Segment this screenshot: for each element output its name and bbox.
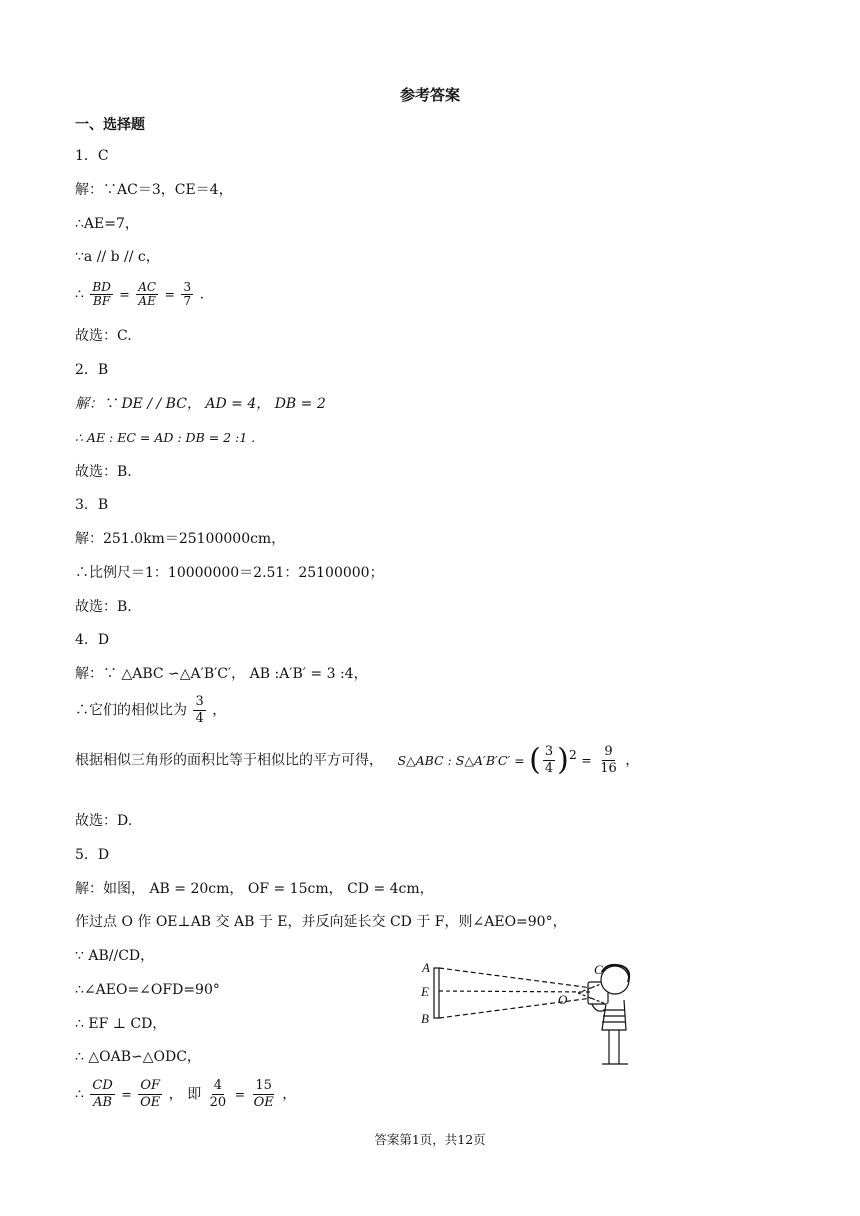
inner-line-bottom bbox=[578, 993, 606, 1004]
page-footer: 答案第1页，共12页 bbox=[374, 1132, 486, 1147]
label-b: B bbox=[421, 1011, 429, 1026]
q3-choice: 故选：B. bbox=[75, 599, 132, 615]
period: . bbox=[199, 286, 205, 303]
q1-line3: ∵a // b // c， bbox=[75, 249, 160, 265]
q3-line1: 解：251.0km＝25100000cm， bbox=[75, 531, 286, 547]
camera-figure bbox=[412, 960, 634, 1072]
therefore-symbol: ∴ bbox=[75, 1086, 84, 1103]
comma: ， bbox=[625, 752, 640, 769]
q1-answer: 1．C bbox=[75, 148, 109, 164]
comma: ， bbox=[212, 702, 227, 719]
label-c: C bbox=[594, 962, 603, 977]
sight-line-top bbox=[439, 968, 592, 988]
q2-answer: 2．B bbox=[75, 362, 109, 378]
comma: ， bbox=[282, 1086, 297, 1103]
label-o: O bbox=[558, 992, 568, 1007]
similarity-ratio-text: ∴它们的相似比为 bbox=[75, 702, 187, 719]
q4-line1: 解：∵ △ABC ∽△A′B′C′， AB :A′B′ = 3 :4， bbox=[75, 666, 368, 682]
sight-line-bottom bbox=[439, 998, 592, 1018]
q2-choice: 故选：B. bbox=[75, 464, 132, 480]
therefore-symbol: ∴ bbox=[75, 286, 84, 303]
person-head bbox=[601, 966, 629, 994]
q1-line2: ∴AE=7， bbox=[75, 216, 139, 232]
left-paren: ( bbox=[529, 742, 541, 778]
q5-line5: ∴ EF ⊥ CD， bbox=[75, 1016, 167, 1032]
equals-sign: = bbox=[234, 1086, 246, 1102]
area-ratio-expression: S△ABC : S△A′B′C′ = bbox=[397, 752, 525, 768]
fraction-bd-bf: $\frac{BD}{BF}$ bbox=[92, 280, 111, 308]
equals-sign: = bbox=[581, 752, 592, 768]
q4-answer: 4．D bbox=[75, 632, 110, 648]
section-heading: 一、选择题 bbox=[75, 117, 145, 133]
area-ratio-text: 根据相似三角形的面积比等于相似比的平方可得， bbox=[75, 752, 383, 769]
equals-sign: = bbox=[121, 1086, 132, 1102]
q5-answer: 5．D bbox=[75, 847, 110, 863]
right-paren: ) bbox=[557, 742, 569, 778]
q1-line4 bbox=[75, 281, 204, 308]
fraction-3-4: $\frac{3}{4}$ bbox=[195, 694, 204, 726]
fraction-15-oe: $\frac{15}{OE}$ bbox=[253, 1078, 274, 1110]
fraction-3-4-squared: $\frac{3}{4}$ bbox=[544, 744, 554, 776]
fraction-cd-ab: $\frac{CD}{AB}$ bbox=[92, 1078, 113, 1110]
fraction-4-20: $\frac{4}{20}$ bbox=[209, 1078, 227, 1110]
person-body bbox=[602, 1000, 626, 1030]
q3-line2: ∴比例尺＝1：10000000＝2.51：25100000； bbox=[75, 565, 384, 581]
label-a: A bbox=[422, 960, 430, 975]
exponent: 2 bbox=[568, 746, 577, 762]
q5-line2: 作过点 O 作 OE⊥AB 交 AB 于 E，并反向延长交 CD 于 F，则∠AEO=90°， bbox=[75, 914, 567, 930]
label-e: E bbox=[421, 984, 429, 999]
fraction-9-16: $\frac{9}{16}$ bbox=[600, 744, 617, 776]
q2-line1: 解：∵ DE / / BC， AD = 4， DB = 2 bbox=[75, 396, 326, 412]
q4-line2 bbox=[75, 694, 226, 727]
q4-line3 bbox=[75, 744, 639, 777]
q5-line4: ∴∠AEO=∠OFD=90° bbox=[75, 982, 220, 998]
fraction-ac-ae: $\frac{AC}{AE}$ bbox=[138, 280, 157, 308]
q5-line3: ∵ AB//CD， bbox=[75, 948, 155, 964]
fraction-of-oe: $\frac{OF}{OE}$ bbox=[140, 1078, 161, 1110]
page-title: 参考答案 bbox=[399, 86, 460, 104]
equals-sign: = bbox=[164, 286, 176, 302]
q2-line2: ∴ AE : EC = AD : DB = 2 :1 . bbox=[75, 430, 256, 445]
q3-answer: 3．B bbox=[75, 497, 109, 513]
fraction-3-7: $\frac{3}{7}$ bbox=[183, 280, 192, 308]
q5-line1: 解：如图， AB = 20cm， OF = 15cm， CD = 4cm， bbox=[75, 881, 434, 897]
q5-line6: ∴ △OAB∽△ODC， bbox=[75, 1049, 201, 1065]
q1-choice: 故选：C. bbox=[75, 328, 132, 344]
equals-sign: = bbox=[119, 286, 130, 302]
q5-line7 bbox=[75, 1078, 296, 1111]
q1-line1: 解：∵AC＝3，CE＝4， bbox=[75, 182, 233, 198]
namely-text: ， 即 bbox=[168, 1086, 202, 1103]
object-ab bbox=[434, 968, 439, 1018]
q4-choice: 故选：D. bbox=[75, 813, 133, 829]
